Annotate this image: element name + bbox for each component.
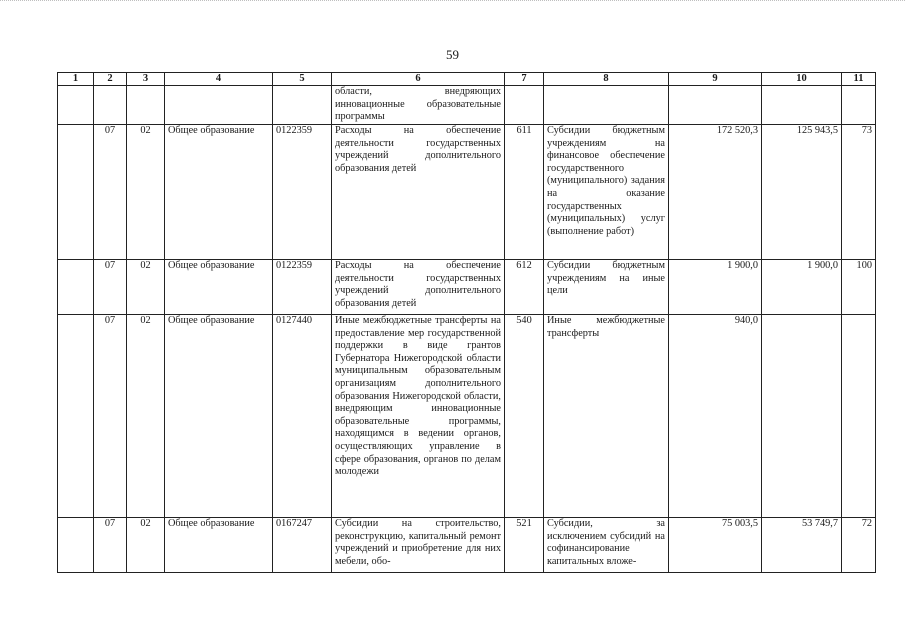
- cell-actual: 125 943,5: [762, 125, 842, 260]
- budget-table: [57, 72, 876, 573]
- cell-subsection-name: Общее образование: [165, 260, 273, 315]
- cell-expense-type-code: 611: [505, 125, 544, 260]
- cell-percent: 72: [842, 518, 876, 573]
- cell-subsection-name: [165, 86, 273, 125]
- header-row: [58, 73, 876, 86]
- cell-col1: [58, 518, 94, 573]
- cell-subsection: 02: [127, 260, 165, 315]
- cell-section: 07: [94, 260, 127, 315]
- cell-actual: 53 749,7: [762, 518, 842, 573]
- header-cell-5: 5: [273, 73, 332, 86]
- cell-actual: [762, 86, 842, 125]
- cell-target-code: 0127440: [273, 315, 332, 518]
- cell-expense-type-code: [505, 86, 544, 125]
- cell-section: 07: [94, 125, 127, 260]
- cell-subsection: 02: [127, 518, 165, 573]
- cell-expense-type-code: 612: [505, 260, 544, 315]
- cell-subsection-name: Общее образование: [165, 518, 273, 573]
- cell-expense-type-code: 540: [505, 315, 544, 518]
- cell-expense-type-name: Субсидии бюджетным учреждениям на финансовое обеспечение государственного (муниципального) задания на оказание государственных (муниципальных) услуг (выполнение работ): [544, 125, 669, 260]
- cell-plan: 75 003,5: [669, 518, 762, 573]
- cell-expense-type-name: Субсидии бюджетным учреждениям на иные цели: [544, 260, 669, 315]
- cell-subsection: 02: [127, 125, 165, 260]
- cell-plan: 1 900,0: [669, 260, 762, 315]
- cell-section: [94, 86, 127, 125]
- table-row: [58, 125, 876, 260]
- cell-expense-type-code: 521: [505, 518, 544, 573]
- scan-edge: [0, 0, 905, 3]
- cell-target-code: 0167247: [273, 518, 332, 573]
- cell-section: 07: [94, 518, 127, 573]
- cell-col1: [58, 260, 94, 315]
- header-cell-3: 3: [127, 73, 165, 86]
- header-cell-4: 4: [165, 73, 273, 86]
- cell-actual: 1 900,0: [762, 260, 842, 315]
- cell-percent: 100: [842, 260, 876, 315]
- cell-target-name: Расходы на обеспечение деятельности государственных учреждений дополнительного образования детей: [332, 125, 505, 260]
- page-number: 59: [446, 47, 459, 62]
- header-cell-10: 10: [762, 73, 842, 86]
- table-row: [58, 260, 876, 315]
- table-row: [58, 86, 876, 125]
- cell-percent: [842, 315, 876, 518]
- table-row: [58, 518, 876, 573]
- cell-percent: [842, 86, 876, 125]
- cell-target-name: Субсидии на строительство, реконструкцию, капитальный ремонт учреждений и приобретение для них мебели, обо-: [332, 518, 505, 573]
- header-cell-1: 1: [58, 73, 94, 86]
- cell-subsection-name: Общее образование: [165, 125, 273, 260]
- cell-subsection-name: Общее образование: [165, 315, 273, 518]
- cell-expense-type-name: Субсидии, за исключением субсидий на софинансирование капитальных вложе-: [544, 518, 669, 573]
- cell-actual: [762, 315, 842, 518]
- cell-expense-type-name: Иные межбюджетные трансферты: [544, 315, 669, 518]
- cell-section: 07: [94, 315, 127, 518]
- cell-subsection: 02: [127, 315, 165, 518]
- cell-target-code: [273, 86, 332, 125]
- table-row: [58, 315, 876, 518]
- header-cell-2: 2: [94, 73, 127, 86]
- cell-plan: [669, 86, 762, 125]
- header-cell-6: 6: [332, 73, 505, 86]
- header-cell-11: 11: [842, 73, 876, 86]
- header-cell-9: 9: [669, 73, 762, 86]
- cell-col1: [58, 86, 94, 125]
- cell-target-code: 0122359: [273, 260, 332, 315]
- header-cell-7: 7: [505, 73, 544, 86]
- cell-target-name: Расходы на обеспечение деятельности государственных учреждений дополнительного образования детей: [332, 260, 505, 315]
- header-cell-8: 8: [544, 73, 669, 86]
- cell-subsection: [127, 86, 165, 125]
- cell-percent: 73: [842, 125, 876, 260]
- cell-target-name: области, внедряющих инновационные образовательные программы: [332, 86, 505, 125]
- cell-expense-type-name: [544, 86, 669, 125]
- cell-col1: [58, 315, 94, 518]
- cell-col1: [58, 125, 94, 260]
- cell-plan: 172 520,3: [669, 125, 762, 260]
- cell-target-code: 0122359: [273, 125, 332, 260]
- cell-plan: 940,0: [669, 315, 762, 518]
- cell-target-name: Иные межбюджетные трансферты на предоставление мер государственной поддержки в виде грантов Губернатора Нижегородской области муниципальным образовательным организациям дополнительного образования Нижегородской области, внедряющим инновационные образовательные программы, находящимся в ведении органов, осуществляющих управление в сфере образования, органов по делам молодежи: [332, 315, 505, 518]
